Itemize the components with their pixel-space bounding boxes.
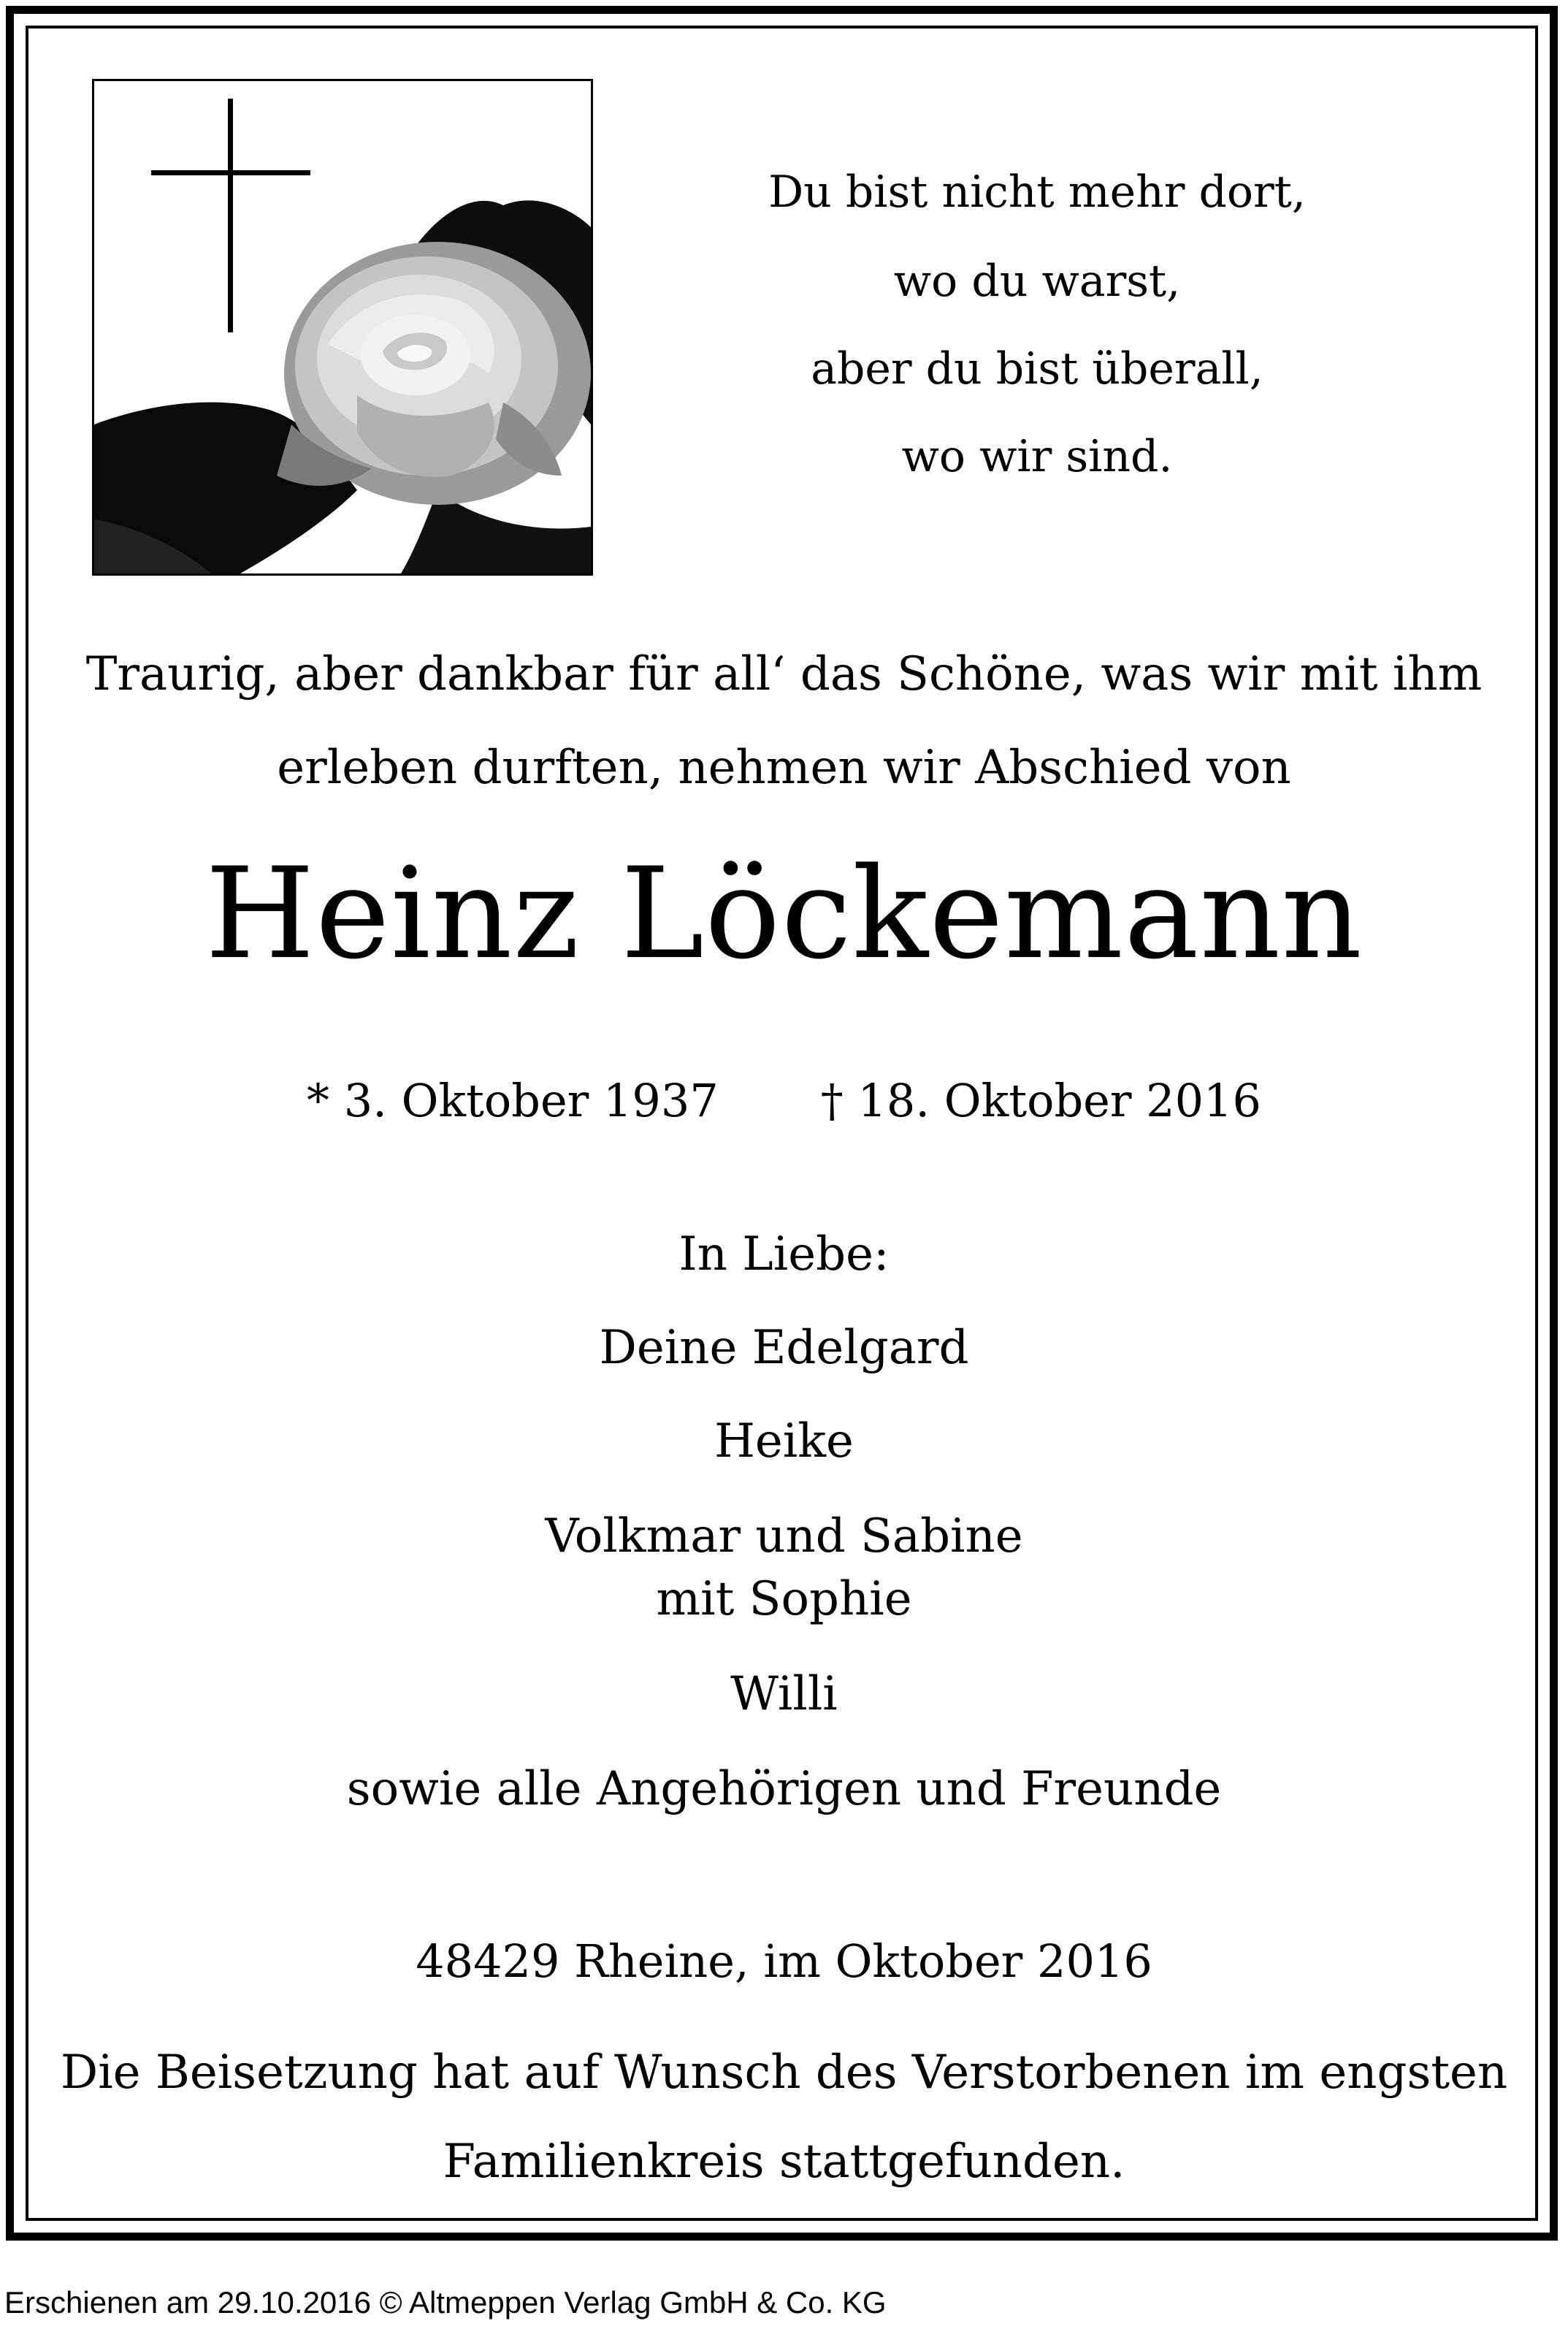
mourner-name: Deine Edelgard [599, 1321, 969, 1375]
intro-line-1: Traurig, aber dankbar für all‘ das Schöne, was wir mit ihm [85, 647, 1483, 701]
poem-line-1: Du bist nicht mehr dort, [768, 167, 1306, 218]
poem-line-4: wo wir sind. [901, 431, 1173, 482]
publication-credit: Erschienen am 29.10.2016 © Altmeppen Verlag GmbH & Co. KG [4, 2285, 887, 2320]
life-dates [0, 1074, 1568, 1127]
mourner-name: Volkmar und Sabine [545, 1509, 1023, 1563]
birth-date: * 3. Oktober 1937 [307, 1074, 719, 1127]
place-date: 48429 Rheine, im Oktober 2016 [416, 1935, 1152, 1988]
mourner-name: Heike [714, 1414, 854, 1468]
rose-icon [94, 81, 591, 573]
intro-line-2: erleben durften, nehmen wir Abschied von [277, 741, 1291, 795]
mourner-name: sowie alle Angehörigen und Freunde [346, 1762, 1222, 1816]
burial-note-line-2: Familienkreis stattgefunden. [443, 2135, 1125, 2189]
memorial-photo [92, 79, 593, 576]
deceased-name: Heinz Löckemann [204, 840, 1364, 987]
burial-note-line-1: Die Beisetzung hat auf Wunsch des Verstorbenen im engsten [60, 2046, 1508, 2100]
death-date: † 18. Oktober 2016 [820, 1074, 1261, 1127]
mourners-heading: In Liebe: [678, 1227, 890, 1281]
poem-line-3: aber du bist überall, [811, 343, 1263, 394]
mourner-name: mit Sophie [656, 1572, 912, 1626]
poem-line-2: wo du warst, [893, 256, 1181, 307]
mourner-name: Willi [730, 1667, 838, 1721]
